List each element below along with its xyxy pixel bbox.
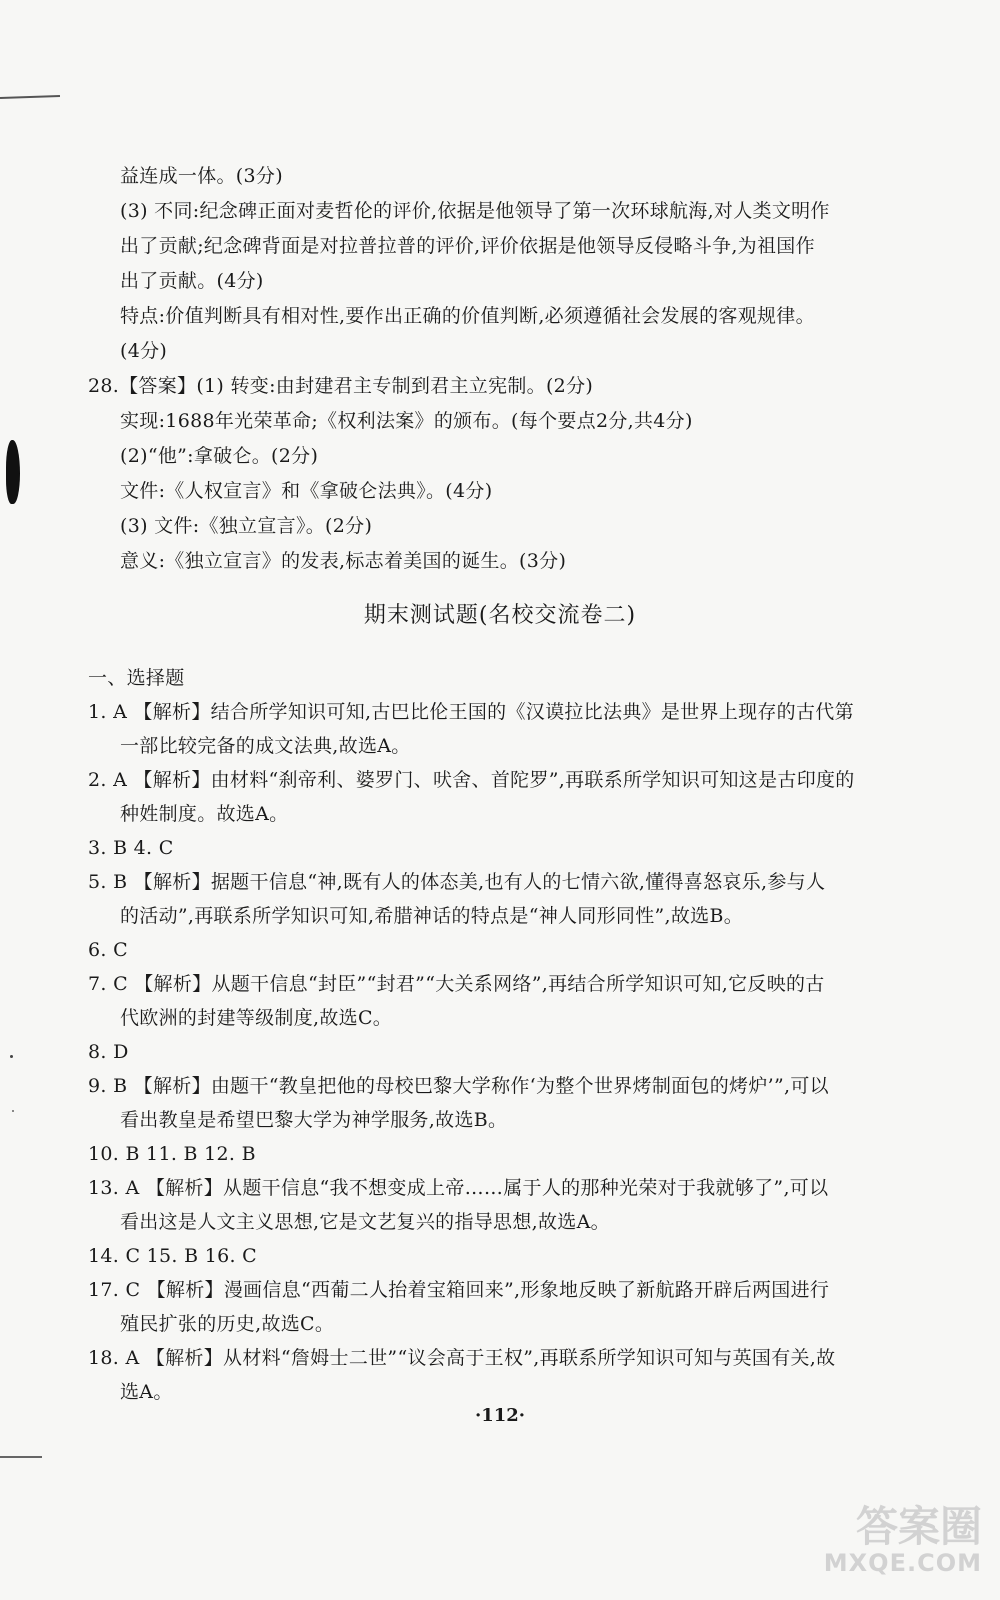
text-line: (3) 不同:纪念碑正面对麦哲伦的评价,依据是他领导了第一次环球航海,对人类文明作 xyxy=(120,200,830,222)
answer-line: 13. A 【解析】从题干信息“我不想变成上帝……属于人的那种光荣对于我就够了”,可以 xyxy=(88,1177,829,1199)
text-line: 文件:《人权宣言》和《拿破仑法典》。(4分) xyxy=(120,480,493,502)
answer-line: 选A。 xyxy=(120,1381,173,1403)
answer-line: 5. B 【解析】据题干信息“神,既有人的体态美,也有人的七情六欲,懂得喜怒哀乐,参与人 xyxy=(88,871,826,893)
text-line: 益连成一体。(3分) xyxy=(120,165,283,187)
scan-dot xyxy=(10,1055,13,1058)
text-line: 出了贡献。(4分) xyxy=(120,270,264,292)
scan-blot xyxy=(6,440,20,504)
answer-line: 殖民扩张的历史,故选C。 xyxy=(120,1313,335,1335)
answer-line: 17. C 【解析】漫画信息“西葡二人抬着宝箱回来”,形象地反映了新航路开辟后两国进行 xyxy=(88,1279,830,1301)
answer-line: 9. B 【解析】由题干“教皇把他的母校巴黎大学称作‘为整个世界烤制面包的烤炉’”,可以 xyxy=(88,1075,829,1097)
text-line: (2)“他”:拿破仑。(2分) xyxy=(120,445,319,467)
answer-line: 14. C 15. B 16. C xyxy=(88,1245,257,1267)
text-line: 特点:价值判断具有相对性,要作出正确的价值判断,必须遵循社会发展的客观规律。 xyxy=(120,305,815,327)
section-heading: 一、选择题 xyxy=(88,667,185,689)
scan-dot xyxy=(12,1110,14,1112)
text-line: 28.【答案】(1) 转变:由封建君主专制到君主立宪制。(2分) xyxy=(88,375,594,397)
answer-line: 6. C xyxy=(88,939,128,961)
answer-line: 1. A 【解析】结合所学知识可知,古巴比伦王国的《汉谟拉比法典》是世界上现存的古代第 xyxy=(88,701,854,723)
answer-line: 种姓制度。故选A。 xyxy=(120,803,289,825)
answer-line: 的活动”,再联系所学知识可知,希腊神话的特点是“神人同形同性”,故选B。 xyxy=(120,905,744,927)
answer-line: 看出教皇是希望巴黎大学为神学服务,故选B。 xyxy=(120,1109,508,1131)
text-line: (4分) xyxy=(120,340,168,362)
scan-mark xyxy=(0,95,60,99)
text-line: 出了贡献;纪念碑背面是对拉普拉普的评价,评价依据是他领导反侵略斗争,为祖国作 xyxy=(120,235,815,257)
watermark-logo xyxy=(812,1502,982,1585)
answer-line: 10. B 11. B 12. B xyxy=(88,1143,256,1165)
watermark-text: 答案圈 xyxy=(855,1502,982,1551)
answer-line: 一部比较完备的成文法典,故选A。 xyxy=(120,735,411,757)
page-number: ·112· xyxy=(474,1405,526,1426)
scan-mark xyxy=(0,1456,42,1458)
text-line: 意义:《独立宣言》的发表,标志着美国的诞生。(3分) xyxy=(120,550,567,572)
answer-line: 8. D xyxy=(88,1041,129,1063)
answer-line: 代欧洲的封建等级制度,故选C。 xyxy=(120,1007,393,1029)
answer-line: 7. C 【解析】从题干信息“封臣”“封君”“大关系网络”,再结合所学知识可知,它反映的古 xyxy=(88,973,825,995)
text-line: 实现:1688年光荣革命;《权利法案》的颁布。(每个要点2分,共4分) xyxy=(120,410,693,432)
watermark-url: MXQE.COM xyxy=(823,1549,982,1577)
answer-line: 3. B 4. C xyxy=(88,837,174,859)
answer-line: 2. A 【解析】由材料“刹帝利、婆罗门、吠舍、首陀罗”,再联系所学知识可知这是古印度的 xyxy=(88,769,855,791)
answer-line: 看出这是人文主义思想,它是文艺复兴的指导思想,故选A。 xyxy=(120,1211,610,1233)
section-title: 期末测试题(名校交流卷二) xyxy=(363,603,637,628)
text-line: (3) 文件:《独立宣言》。(2分) xyxy=(120,515,373,537)
answer-line: 18. A 【解析】从材料“詹姆士二世”“议会高于王权”,再联系所学知识可知与英国有关,故 xyxy=(88,1347,836,1369)
